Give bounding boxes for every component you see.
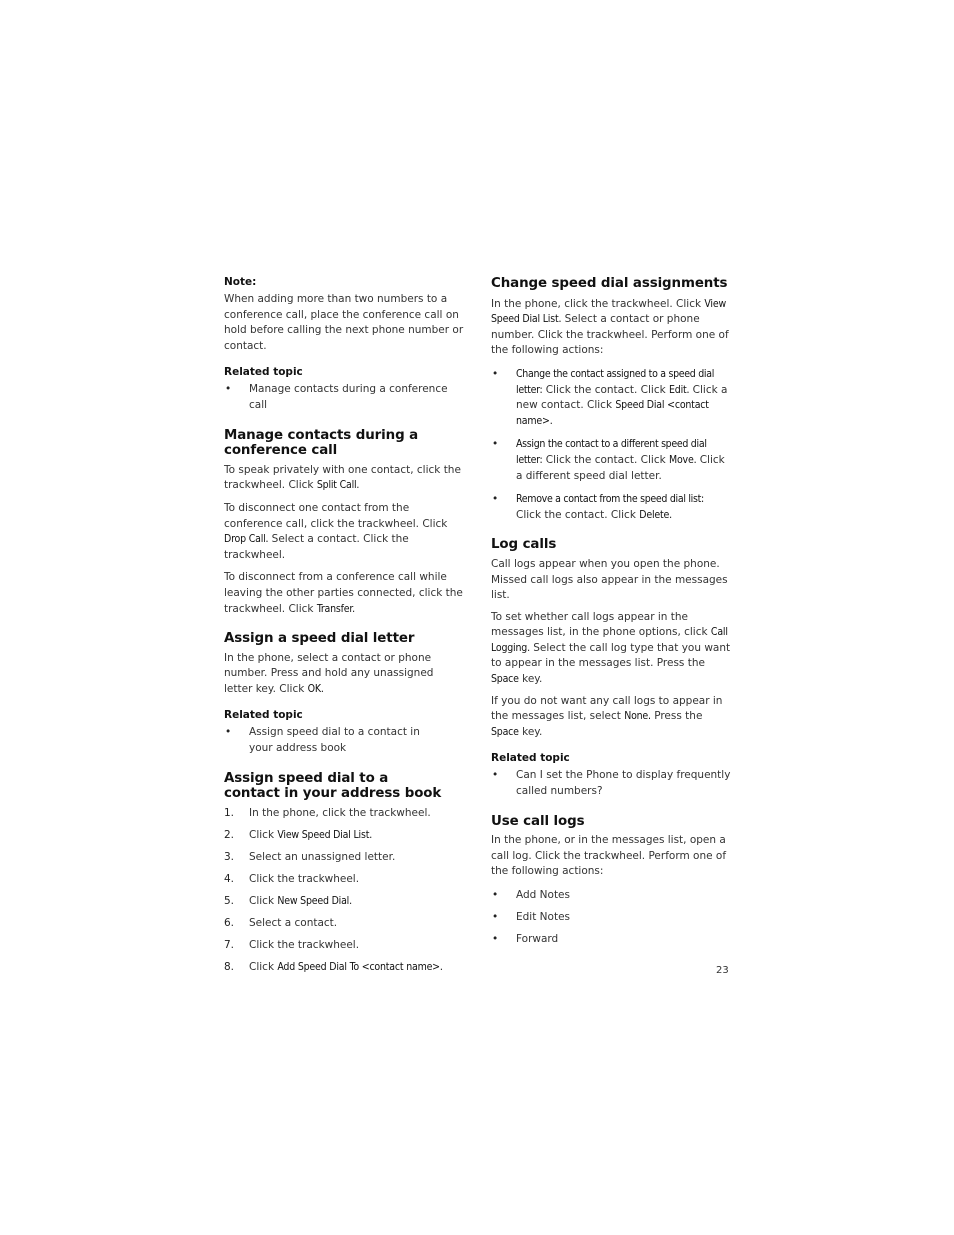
bullet-icon: • xyxy=(225,383,232,396)
bullet-icon: • xyxy=(225,726,232,739)
step-item: 3. Select an unassigned letter. xyxy=(224,850,396,863)
ok-term: OK. xyxy=(307,682,324,695)
related-topic-label-2: Related topic xyxy=(224,709,303,722)
related-topic-list-2 xyxy=(224,725,464,756)
heading-manage-contacts: Manage contacts during a conference call xyxy=(224,427,419,459)
drop-call-term: Drop Call. xyxy=(224,533,269,546)
use-action-item: • Edit Notes xyxy=(491,910,731,926)
log-paragraph-1: Call logs appear when you open the phone. Missed call logs also appear in the messages list. xyxy=(491,557,728,602)
space-key-term: Space xyxy=(491,673,519,686)
step-item: 2. Click View Speed Dial List. xyxy=(224,828,372,841)
assign-paragraph: In the phone, select a contact or phone number. Press and hold any unassigned letter key. Click OK. xyxy=(224,651,434,695)
log-paragraph-2: To set whether call logs appear in the messages list, in the phone options, click Call Logging. Select the call log type that you want to appear in the messages list. Press the Space key. xyxy=(491,610,731,686)
related-topic-label-3: Related topic xyxy=(491,752,570,765)
manage-paragraph-1: To speak privately with one contact, click the trackwheel. Click Split Call. xyxy=(224,463,461,492)
log-paragraph-3: If you do not want any call logs to appear in the messages list, select None. Press the Space key. xyxy=(491,694,723,738)
split-call-term: Split Call. xyxy=(316,479,360,492)
change-action-item: • Change the contact assigned to a speed dial letter: Click the contact. Click Edit. Click a new contact. Click Speed Dial <contact name>. xyxy=(492,367,728,427)
step-item: 8. Click Add Speed Dial To <contact name>. xyxy=(224,960,443,973)
left-column xyxy=(224,276,464,982)
step-item: 7. Click the trackwheel. xyxy=(224,938,360,951)
heading-assign-speed-dial-letter: Assign a speed dial letter xyxy=(224,631,415,647)
bullet-icon: • xyxy=(492,889,499,901)
change-action-item: • Remove a contact from the speed dial list: Click the contact. Click Delete. xyxy=(492,493,704,521)
related-topic-list-3 xyxy=(491,768,731,799)
space-key-term: Space xyxy=(491,725,519,738)
bullet-icon: • xyxy=(492,493,499,506)
change-actions-list xyxy=(491,367,731,523)
bullet-icon: • xyxy=(492,932,499,945)
related-topic-label: Related topic xyxy=(224,366,303,379)
step-item: 1. In the phone, click the trackwheel. xyxy=(224,806,431,819)
change-action-item: • Assign the contact to a different speed dial letter: Click the contact. Click Move. Click a different speed dial letter. xyxy=(492,438,725,482)
use-action-item: • Forward xyxy=(491,932,731,948)
related-topic-item[interactable]: • Manage contacts during a conference call xyxy=(225,383,448,411)
use-action-item: • Add Notes xyxy=(491,888,731,904)
change-paragraph: In the phone, click the trackwheel. Click View Speed Dial List. Select a contact or phone number. Click the trackwheel. Perform one of the following actions: xyxy=(491,297,729,357)
transfer-term: Transfer. xyxy=(316,602,355,615)
step-item: 4. Click the trackwheel. xyxy=(224,872,360,885)
use-paragraph: In the phone, or in the messages list, open a call log. Click the trackwheel. Perform one of the following actions: xyxy=(491,834,727,878)
manage-paragraph-2: To disconnect one contact from the conference call, click the trackwheel. Click Drop Call. Select a contact. Click the trackwheel. xyxy=(224,501,448,561)
related-topic-item-3[interactable]: • Can I set the Phone to display frequently called numbers? xyxy=(492,769,731,798)
use-actions-list xyxy=(491,888,731,948)
call-logging-term: Call Logging. xyxy=(491,626,728,654)
note-label: Note: xyxy=(224,276,257,288)
heading-assign-speed-dial-contact: Assign speed dial to a contact in your address book xyxy=(224,770,442,802)
bullet-icon: • xyxy=(492,367,499,380)
heading-change-speed-dial: Change speed dial assignments xyxy=(491,276,728,291)
step-item: 5. Click New Speed Dial. xyxy=(224,894,352,907)
add-speed-dial-term: Add Speed Dial To <contact name>. xyxy=(277,960,443,973)
step-item: 6. Select a contact. xyxy=(224,916,338,929)
related-topic-list xyxy=(224,382,464,413)
heading-use-call-logs: Use call logs xyxy=(491,813,585,829)
manage-paragraph-3: To disconnect from a conference call while leaving the other parties connected, click the trackwheel. Click Transfer. xyxy=(224,571,463,615)
right-column xyxy=(491,276,731,954)
page-number: 23 xyxy=(716,965,729,976)
none-term: None. xyxy=(624,710,651,723)
note-text: When adding more than two numbers to a conference call, place the conference call on hold before calling the next phone number or contact. xyxy=(224,293,464,352)
bullet-icon: • xyxy=(492,910,499,923)
related-topic-item-2[interactable]: • Assign speed dial to a contact in your address book xyxy=(225,726,420,755)
view-speed-dial-list-term: View Speed Dial List. xyxy=(277,828,372,841)
view-speed-dial-list-term: View Speed Dial List. xyxy=(491,297,727,326)
bullet-icon: • xyxy=(492,438,499,451)
bullet-icon: • xyxy=(492,769,499,782)
steps-list xyxy=(224,806,464,975)
new-speed-dial-term: New Speed Dial. xyxy=(277,894,352,907)
heading-log-calls: Log calls xyxy=(491,537,557,553)
